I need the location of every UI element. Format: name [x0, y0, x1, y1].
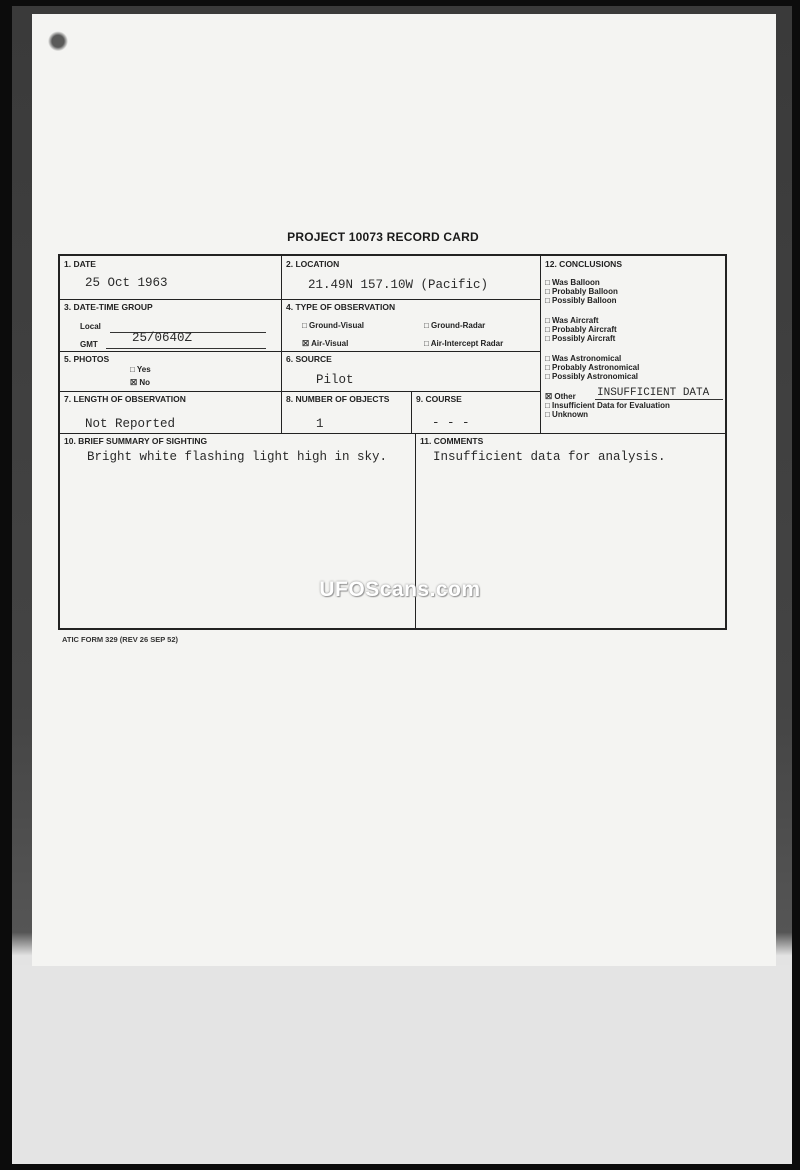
- photos-label: 5. PHOTOS: [64, 354, 110, 364]
- location-value: 21.49N 157.10W (Pacific): [308, 278, 489, 292]
- course-value: - - -: [432, 416, 470, 430]
- photos-no-option: ☒ No: [130, 378, 151, 387]
- local-label: Local: [80, 322, 101, 331]
- conclusion-possibly-astronomical: □ Possibly Astronomical: [545, 372, 639, 381]
- course-label: 9. COURSE: [416, 394, 462, 404]
- dtg-label: 3. DATE-TIME GROUP: [64, 302, 153, 312]
- objects-cell: [282, 392, 412, 434]
- course-cell: [412, 392, 541, 434]
- length-label: 7. LENGTH OF OBSERVATION: [64, 394, 186, 404]
- record-card-form: [58, 254, 727, 630]
- objects-label: 8. NUMBER OF OBJECTS: [286, 394, 390, 404]
- conclusion-was-aircraft: □ Was Aircraft: [545, 316, 599, 325]
- date-label: 1. DATE: [64, 259, 96, 269]
- conclusion-probably-astronomical: □ Probably Astronomical: [545, 363, 640, 372]
- photos-yes-option: □ Yes: [130, 365, 151, 374]
- gmt-line: [106, 348, 266, 349]
- card-title: PROJECT 10073 RECORD CARD: [287, 230, 479, 244]
- type-observation-cell: [282, 300, 541, 352]
- comments-value: Insufficient data for analysis.: [433, 450, 666, 464]
- gmt-label: GMT: [80, 340, 98, 349]
- source-cell: [282, 352, 541, 392]
- conclusion-probably-balloon: □ Probably Balloon: [545, 287, 618, 296]
- photos-cell: [60, 352, 282, 392]
- conclusion-other-value: INSUFFICIENT DATA: [597, 387, 710, 399]
- summary-value: Bright white flashing light high in sky.: [87, 450, 388, 464]
- conclusion-possibly-aircraft: □ Possibly Aircraft: [545, 334, 616, 343]
- ground-radar-option: □ Ground-Radar: [424, 321, 486, 330]
- summary-label: 10. BRIEF SUMMARY OF SIGHTING: [64, 436, 208, 446]
- type-observation-label: 4. TYPE OF OBSERVATION: [286, 302, 396, 312]
- gmt-value: 25/0640Z: [132, 331, 193, 345]
- location-label: 2. LOCATION: [286, 259, 340, 269]
- conclusions-label: 12. CONCLUSIONS: [545, 259, 622, 269]
- conclusion-was-balloon: □ Was Balloon: [545, 278, 600, 287]
- form-footer: ATIC FORM 329 (REV 26 SEP 52): [62, 635, 179, 644]
- date-value: 25 Oct 1963: [85, 276, 168, 290]
- watermark: UFOScans.com: [319, 578, 481, 601]
- source-label: 6. SOURCE: [286, 354, 332, 364]
- location-cell: [282, 256, 541, 300]
- conclusions-cell: [541, 256, 725, 434]
- air-intercept-option: □ Air-Intercept Radar: [424, 339, 504, 348]
- length-value: Not Reported: [85, 417, 176, 431]
- ground-visual-option: □ Ground-Visual: [302, 321, 365, 330]
- dtg-cell: [60, 300, 282, 352]
- conclusion-other: ☒ Other: [545, 392, 576, 401]
- comments-label: 11. COMMENTS: [420, 436, 484, 446]
- objects-value: 1: [316, 417, 324, 431]
- conclusion-was-astronomical: □ Was Astronomical: [545, 354, 622, 363]
- conclusion-insufficient-data: □ Insufficient Data for Evaluation: [545, 401, 670, 410]
- other-line: [595, 399, 723, 400]
- conclusion-unknown: □ Unknown: [545, 410, 589, 419]
- date-cell: [60, 256, 282, 300]
- lower-sheet: [14, 965, 790, 1160]
- staple-mark: [38, 18, 78, 76]
- conclusion-probably-aircraft: □ Probably Aircraft: [545, 325, 617, 334]
- source-value: Pilot: [316, 373, 354, 387]
- air-visual-option: ☒ Air-Visual: [302, 339, 349, 348]
- conclusion-possibly-balloon: □ Possibly Balloon: [545, 296, 617, 305]
- length-cell: [60, 392, 282, 434]
